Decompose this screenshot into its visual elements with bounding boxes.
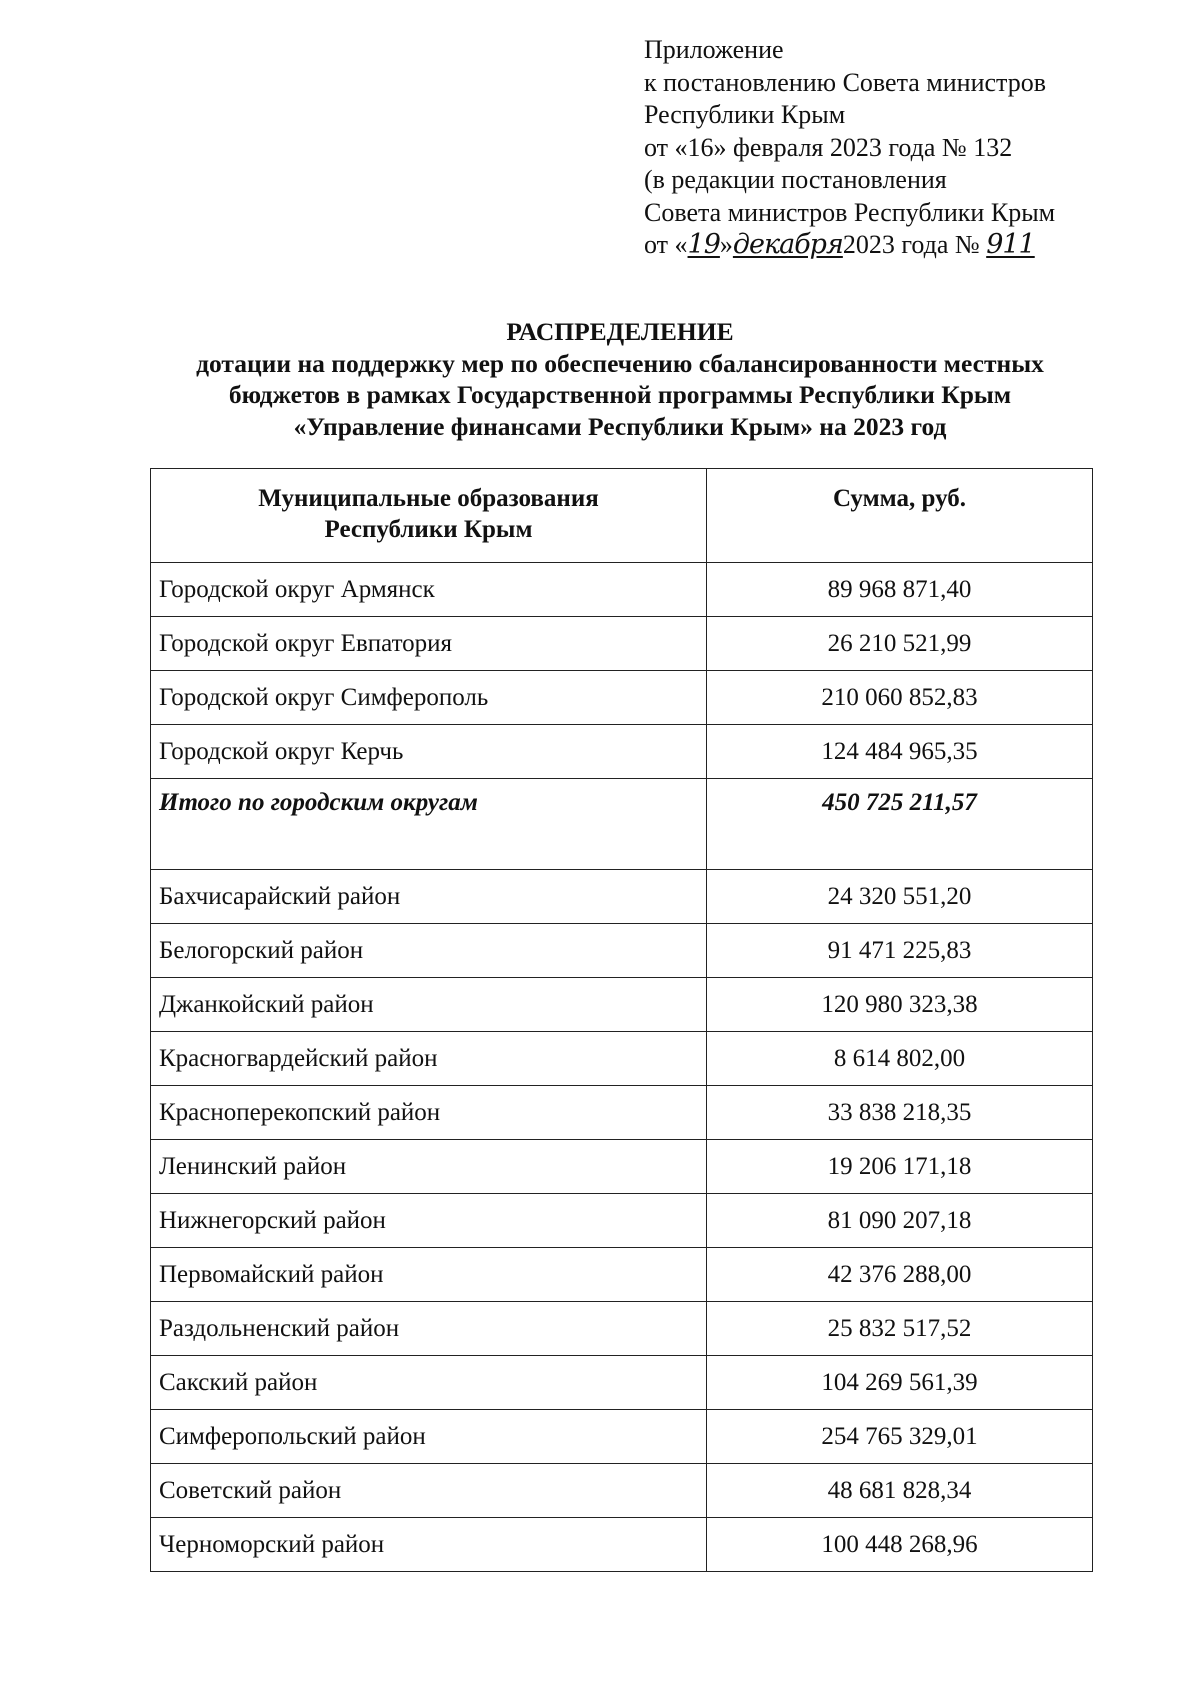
appendix-header <box>644 34 1104 262</box>
table-row <box>151 1464 1093 1518</box>
amount-cell: 254 765 329,01 <box>707 1410 1093 1464</box>
table-row <box>151 1140 1093 1194</box>
municipality-name-cell: Итого по городским округам <box>151 779 707 870</box>
municipality-name-cell: Ленинский район <box>151 1140 707 1194</box>
municipality-name-cell: Симферопольский район <box>151 1410 707 1464</box>
handwritten-number: 911 <box>986 229 1035 260</box>
municipality-name-cell: Нижнегорский район <box>151 1194 707 1248</box>
column-header-municipality <box>151 469 707 563</box>
amount-cell: 100 448 268,96 <box>707 1518 1093 1572</box>
header-line: Республики Крым <box>644 100 846 129</box>
amount-cell: 48 681 828,34 <box>707 1464 1093 1518</box>
table-row <box>151 1248 1093 1302</box>
table-row <box>151 1194 1093 1248</box>
date-year: 2023 года № <box>842 230 980 259</box>
table-row <box>151 870 1093 924</box>
amount-cell: 450 725 211,57 <box>707 779 1093 870</box>
municipality-name-cell: Городской округ Керчь <box>151 725 707 779</box>
municipality-name-cell: Бахчисарайский район <box>151 870 707 924</box>
table-row <box>151 671 1093 725</box>
title-line: бюджетов в рамках Государственной программы Республики Крым <box>228 380 1012 409</box>
table-row <box>151 563 1093 617</box>
amount-cell: 25 832 517,52 <box>707 1302 1093 1356</box>
title-line: дотации на поддержку мер по обеспечению сбалансированности местных <box>196 348 1044 378</box>
header-line: Муниципальные образования <box>258 485 599 512</box>
amount-cell: 81 090 207,18 <box>707 1194 1093 1248</box>
amount-cell: 19 206 171,18 <box>707 1140 1093 1194</box>
amount-cell: 26 210 521,99 <box>707 617 1093 671</box>
municipality-name-cell: Красноперекопский район <box>151 1086 707 1140</box>
header-line: от «16» февраля 2023 года № 132 <box>644 132 1013 162</box>
municipality-name-cell: Раздольненский район <box>151 1302 707 1356</box>
amount-cell: 124 484 965,35 <box>707 725 1093 779</box>
amount-cell: 91 471 225,83 <box>707 924 1093 978</box>
amount-cell: 210 060 852,83 <box>707 671 1093 725</box>
distribution-table <box>150 468 1093 1572</box>
date-prefix: от « <box>644 230 688 259</box>
header-line: (в редакции постановления <box>644 165 947 194</box>
municipality-name-cell: Черноморский район <box>151 1518 707 1572</box>
date-separator: » <box>719 230 733 259</box>
header-line: Совета министров Республики Крым <box>644 197 1056 227</box>
table-row <box>151 1302 1093 1356</box>
table-row <box>151 978 1093 1032</box>
header-line: к постановлению Совета министров <box>644 67 1046 97</box>
table-row <box>151 617 1093 671</box>
municipality-name-cell: Городской округ Армянск <box>151 563 707 617</box>
municipality-name-cell: Первомайский район <box>151 1248 707 1302</box>
municipality-name-cell: Красногвардейский район <box>151 1032 707 1086</box>
amount-cell: 104 269 561,39 <box>707 1356 1093 1410</box>
table-row <box>151 1410 1093 1464</box>
table-row <box>151 725 1093 779</box>
header-line: Республики Крым <box>324 516 533 543</box>
municipality-name-cell: Джанкойский район <box>151 978 707 1032</box>
table-row <box>151 1032 1093 1086</box>
amount-cell: 33 838 218,35 <box>707 1086 1093 1140</box>
table-body <box>151 563 1093 1572</box>
amount-cell: 89 968 871,40 <box>707 563 1093 617</box>
title-line: «Управление финансами Республики Крым» на 2023 год <box>293 411 947 441</box>
table-header-row <box>151 469 1093 563</box>
table-row <box>151 1518 1093 1572</box>
handwritten-month: декабря <box>732 229 843 260</box>
table-total-row <box>151 779 1093 870</box>
table-row <box>151 1086 1093 1140</box>
column-header-amount: Сумма, руб. <box>707 469 1093 563</box>
header-date-line <box>644 229 1104 262</box>
municipality-name-cell: Белогорский район <box>151 924 707 978</box>
amount-cell: 42 376 288,00 <box>707 1248 1093 1302</box>
handwritten-day: 19 <box>687 229 720 260</box>
municipality-name-cell: Городской округ Симферополь <box>151 671 707 725</box>
table-row <box>151 924 1093 978</box>
amount-cell: 24 320 551,20 <box>707 870 1093 924</box>
municipality-name-cell: Городской округ Евпатория <box>151 617 707 671</box>
table-row <box>151 1356 1093 1410</box>
municipality-name-cell: Советский район <box>151 1464 707 1518</box>
header-line: Приложение <box>644 35 784 64</box>
document-title <box>100 316 1140 442</box>
municipality-name-cell: Сакский район <box>151 1356 707 1410</box>
amount-cell: 8 614 802,00 <box>707 1032 1093 1086</box>
title-heading: РАСПРЕДЕЛЕНИЕ <box>506 317 734 346</box>
amount-cell: 120 980 323,38 <box>707 978 1093 1032</box>
